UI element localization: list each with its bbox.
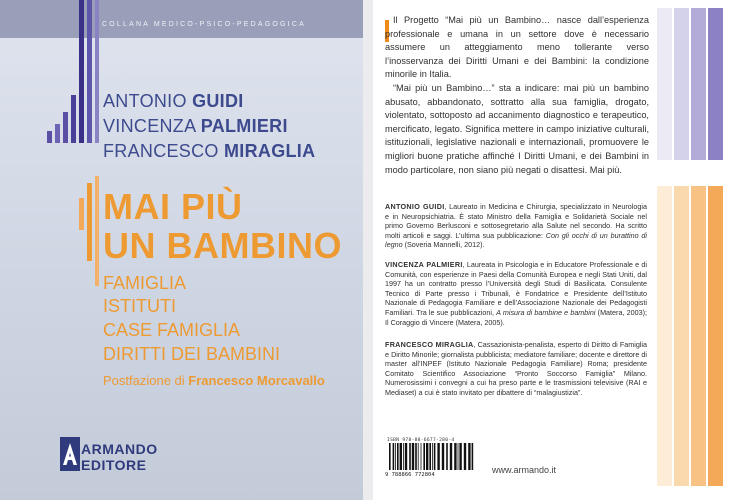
barcode-bar (442, 443, 444, 470)
barcode-bar (395, 443, 396, 470)
blurb-paragraph-2: “Mai più un Bambino…” sta a indicare: mai più un bambino abusato, abbandonato, sottratto alla sua famiglia, drogato, violentato, sottoposto ad accanimento diagnostico e terapeutico, mercificato, legato. Significa mettere in campo iniziative culturali, istituzionali, legislative nazionali e internazionali, promuovere le migliori buone pratiche affinché I Diritti Umani, e dei Bambini in modo particolare, non siano più negati o disattesi. Mai più. (385, 82, 649, 175)
bio-palmieri-name: VINCENZA PALMIERI (385, 260, 463, 269)
publisher-logo-icon (60, 437, 80, 471)
flap-stripe-1 (657, 8, 672, 160)
barcode-digits: 9 788866 772804 (385, 472, 435, 477)
afterword-prefix: Postfazione di (103, 373, 189, 388)
afterword-author: Francesco Morcavallo (188, 373, 325, 388)
author-2 (103, 116, 288, 137)
barcode-bar (409, 443, 411, 470)
barcode-bar (426, 443, 428, 470)
flap-stripe-2 (674, 8, 689, 160)
flap-decoration (653, 0, 733, 500)
author-3-first: FRANCESCO (103, 141, 225, 161)
subtitle-3: CASE FAMIGLIA (103, 320, 241, 340)
subtitle-4: DIRITTI DEI BAMBINI (103, 344, 281, 364)
flap-stripe-4 (708, 8, 723, 160)
publisher-website: www.armando.it (492, 465, 557, 475)
barcode-bar (446, 443, 448, 470)
bio-miraglia (385, 340, 647, 398)
barcode-bar (418, 443, 419, 470)
back-cover (373, 0, 653, 500)
barcode-bar (434, 443, 436, 470)
flap-stripe-8 (708, 186, 723, 486)
barcode (385, 443, 477, 477)
series-label: COLLANA MEDICO-PSICO-PEDAGOGICA (102, 21, 306, 28)
barcode-bar (397, 443, 399, 470)
spine (363, 0, 373, 500)
bio-guidi-book: Con gli occhi di un burattino di legno (385, 230, 648, 250)
bio-guidi-text: , Laureato in Medicina e Chirurgia, specializzato in Neurologia e in Neuropsichiatria. È stato Ministro della Famiglia e Solidarietà Sociale nel primo Governo Berlusconi e sottosegretario alla Salute nel secondo. Ha scritto molti articoli e saggi. L’ultima sua pubblicazione: (385, 202, 647, 240)
publisher-name-2: EDITORE (81, 457, 147, 473)
barcode-bar (389, 443, 391, 470)
bio-palmieri-tail: (Matera, 2003); Il Coraggio di Vincere (Matera, 2005). (385, 307, 647, 327)
barcode-bar (405, 443, 407, 470)
bio-miraglia-name: FRANCESCO MIRAGLIA (385, 340, 474, 349)
publisher-name-1: ARMANDO (81, 441, 158, 457)
front-cover (0, 0, 363, 500)
barcode-bar (412, 443, 414, 470)
barcode-bar (400, 443, 402, 470)
isbn-label: ISBN 978-88-6677-280-4 (387, 438, 455, 443)
bio-palmieri-text: , Laureata in Psicologia e in Educatore Professionale e di Comunità, con esperienze in Paesi della Comunità Europea e negli Stati Uniti, dal 1997 ha un contratto presso l’Università degli Studi di Basilicata. Consulente Tecnico di Parte presso i Tribunali, è Fondatrice e Presidente dell’Istituto Nazionale di Pedagogia Familiare e dell’Associazione Nazionale dei Pedagogisti Familiari. Tra le sue pubblicazioni, (385, 260, 648, 317)
barcode-bar (454, 443, 456, 470)
book-title-line-2: UN BAMBINO (103, 225, 342, 266)
barcode-bar (450, 443, 452, 470)
subtitle-2: ISTITUTI (103, 296, 176, 316)
flap-stripe-3 (691, 8, 706, 160)
book-title-line-1: MAI PIÙ (103, 186, 243, 227)
bio-guidi (385, 202, 647, 250)
author-1-last: GUIDI (192, 91, 244, 111)
bio-palmieri-book: A misura di bambine e bambini (496, 307, 596, 317)
blurb-paragraph-1: Il Progetto “Mai più un Bambino… nasce dall’esperienza professionale e umana in un settore dove è necessario assumere un atteggiamento meno tollerante verso l’inosservanza dei Diritti Umani e dei Bambini: la condizione minorile in Italia. (385, 15, 649, 80)
barcode-bar (415, 443, 417, 470)
barcode-bar (459, 443, 461, 470)
barcode-bar (403, 443, 404, 470)
flap-stripe-7 (691, 186, 706, 486)
barcode-bar (429, 443, 431, 470)
bio-guidi-name: ANTONIO GUIDI (385, 202, 445, 211)
flap-stripe-6 (674, 186, 689, 486)
barcode-bar (472, 443, 474, 470)
blurb (385, 14, 649, 177)
bio-guidi-tail: (Soveria Mannelli, 2012). (402, 240, 485, 250)
author-1 (103, 91, 244, 112)
author-1-first: ANTONIO (103, 91, 193, 111)
author-3-last: MIRAGLIA (224, 141, 316, 161)
afterword-credit (103, 373, 325, 388)
barcode-bar (464, 443, 466, 470)
author-2-last: PALMIERI (200, 116, 288, 136)
author-3 (103, 141, 315, 162)
barcode-bar (468, 443, 470, 470)
barcode-bar (437, 443, 439, 470)
bio-palmieri (385, 260, 647, 327)
flap-stripe-5 (657, 186, 672, 486)
barcode-bar (432, 443, 433, 470)
barcode-bar (423, 443, 425, 470)
barcode-bar (393, 443, 395, 470)
bio-miraglia-text: , Cassazionista-penalista, esperto di Diritto di Famiglia e Diritto Minorile; giornalista pubblicista; mediatore familiare; docente e direttore di master all’INPEF (Istituto Nazionale Pedagogia Familiare) Roma; presidente Comitato Scientifico Associazione “Pronto Soccorso Famiglia” Milano. Numerosissimi i convegni a cui ha preso parte e le trasmissioni televisive (RAI e Mediaset) a cui è stato invitato per dibattere di “malagiustizia”. (385, 340, 648, 397)
barcode-bar (458, 443, 459, 470)
barcode-bar (421, 443, 422, 470)
subtitle-1: FAMIGLIA (103, 273, 187, 293)
author-2-first: VINCENZA (103, 116, 201, 136)
